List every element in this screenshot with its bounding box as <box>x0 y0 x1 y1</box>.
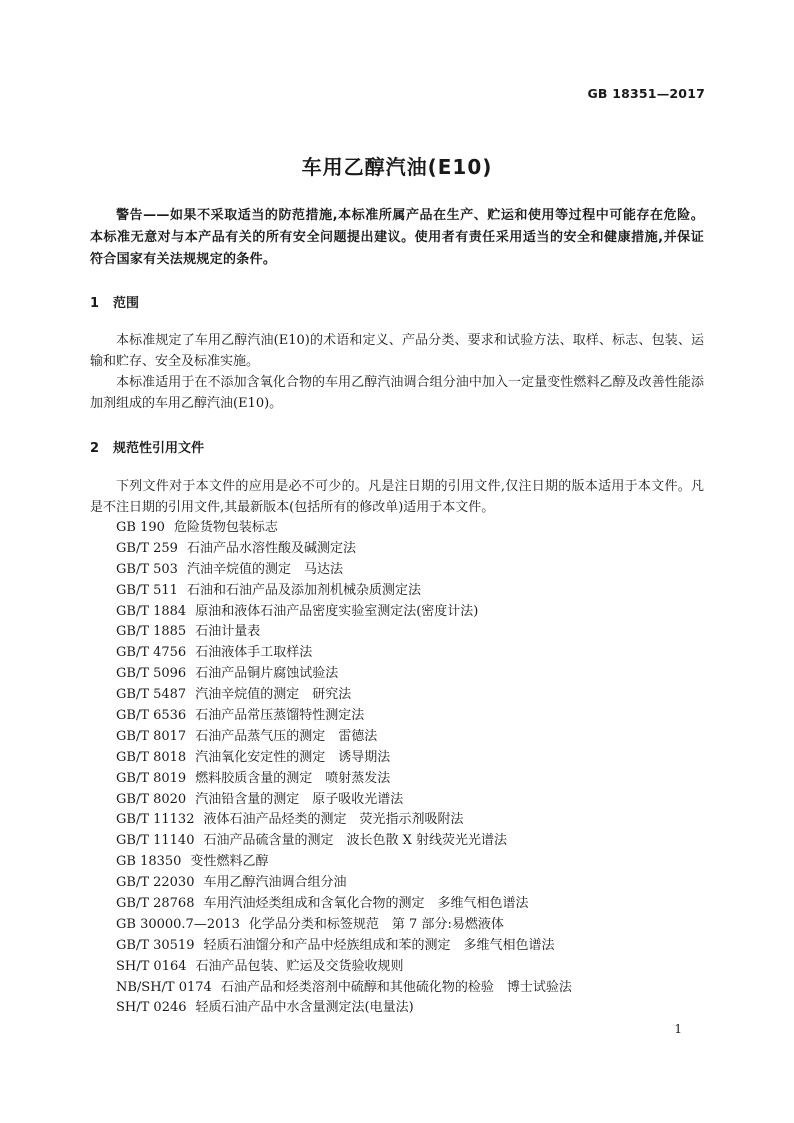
reference-title: 石油计量表 <box>195 624 261 640</box>
reference-title: 石油产品常压蒸馏特性测定法 <box>195 708 365 724</box>
reference-item <box>116 873 706 894</box>
section-number: 2 <box>90 441 100 456</box>
reference-title: 汽油辛烷值的测定 马达法 <box>186 561 343 577</box>
section-number: 1 <box>90 296 100 311</box>
reference-code: GB 30000.7—2013 <box>116 916 240 932</box>
reference-code: GB/T 4756 <box>116 645 187 661</box>
reference-code: GB/T 5487 <box>116 687 187 703</box>
reference-item <box>116 957 706 978</box>
reference-code: GB/T 259 <box>116 540 178 556</box>
reference-title: 轻质石油馏分和产品中烃族组成和苯的测定 多维气相色谱法 <box>203 937 555 953</box>
reference-code: GB/T 11140 <box>116 833 195 849</box>
reference-title: 汽油辛烷值的测定 研究法 <box>195 687 352 703</box>
reference-item <box>116 831 706 852</box>
reference-list <box>116 518 706 1019</box>
reference-item <box>116 727 706 748</box>
reference-code: GB/T 1884 <box>116 603 187 619</box>
reference-item <box>116 706 706 727</box>
reference-item <box>116 539 706 560</box>
reference-code: GB/T 8017 <box>116 728 187 744</box>
reference-title: 危险货物包装标志 <box>173 520 278 535</box>
reference-code: GB/T 8020 <box>116 791 187 807</box>
reference-item <box>116 978 706 999</box>
reference-title: 石油产品铜片腐蚀试验法 <box>195 666 339 682</box>
reference-title: 车用乙醇汽油调合组分油 <box>203 875 347 891</box>
section-title: 范围 <box>113 296 140 311</box>
reference-title: 石油产品和烃类溶剂中硫醇和其他硫化物的检验 博士试验法 <box>220 979 572 995</box>
reference-code: GB/T 8018 <box>116 749 187 765</box>
reference-item <box>116 810 706 831</box>
reference-code: GB/T 8019 <box>116 770 187 786</box>
reference-item <box>116 602 706 623</box>
reference-title: 轻质石油产品中水含量测定法(电量法) <box>195 1000 414 1016</box>
reference-title: 汽油氧化安定性的测定 诱导期法 <box>195 749 391 765</box>
reference-code: GB/T 11132 <box>116 812 195 828</box>
reference-title: 石油产品蒸气压的测定 雷德法 <box>195 728 378 744</box>
reference-item <box>116 936 706 957</box>
reference-item <box>116 852 706 873</box>
reference-item <box>116 790 706 811</box>
reference-code: GB/T 511 <box>116 582 178 598</box>
reference-code: GB/T 6536 <box>116 708 187 724</box>
reference-code: GB/T 503 <box>116 561 178 577</box>
scope-paragraph-1: 本标准规定了车用乙醇汽油(E10)的术语和定义、产品分类、要求和试验方法、取样、标志、包装、运输和贮存、安全及标准实施。 <box>90 333 704 369</box>
reference-title: 石油产品硫含量的测定 波长色散 X 射线荧光光谱法 <box>203 833 508 849</box>
reference-title: 液体石油产品烃类的测定 荧光指示剂吸附法 <box>203 812 464 828</box>
reference-item <box>116 915 706 936</box>
reference-code: GB 18350 <box>116 854 182 870</box>
reference-code: GB/T 1885 <box>116 624 187 640</box>
reference-title: 变性燃料乙醇 <box>190 854 269 870</box>
reference-item <box>116 894 706 915</box>
reference-title: 车用汽油烃类组成和含氧化合物的测定 多维气相色谱法 <box>203 896 529 912</box>
document-title: 车用乙醇汽油(E10) <box>301 155 493 179</box>
reference-title: 石油产品水溶性酸及碱测定法 <box>186 540 356 556</box>
warning-notice: 警告——如果不采取适当的防范措施,本标准所属产品在生产、贮运和使用等过程中可能存在危险。本标准无意对与本产品有关的所有安全问题提出建议。使用者有责任采用适当的安全和健康措施,并保证符合国家有关法规规定的条件。 <box>90 208 704 267</box>
section-heading-normative-references <box>90 437 204 456</box>
reference-code: GB/T 22030 <box>116 875 195 891</box>
section-title: 规范性引用文件 <box>113 441 205 456</box>
reference-code: SH/T 0164 <box>116 958 187 974</box>
references-intro-paragraph: 下列文件对于本文件的应用是必不可少的。凡是注日期的引用文件,仅注日期的版本适用于本文件。凡是不注日期的引用文件,其最新版本(包括所有的修改单)适用于本文件。 <box>90 479 704 515</box>
reference-code: NB/SH/T 0174 <box>116 979 212 995</box>
reference-item <box>116 769 706 790</box>
reference-item <box>116 998 706 1019</box>
reference-title: 汽油铅含量的测定 原子吸收光谱法 <box>195 791 404 807</box>
page-number: 1 <box>674 1022 682 1036</box>
reference-item <box>116 643 706 664</box>
reference-item <box>116 581 706 602</box>
reference-item <box>116 622 706 643</box>
reference-code: GB/T 30519 <box>116 937 195 953</box>
reference-code: GB/T 28768 <box>116 896 195 912</box>
reference-title: 化学品分类和标签规范 第 7 部分:易燃液体 <box>248 916 504 932</box>
reference-item <box>116 664 706 685</box>
reference-item <box>116 685 706 706</box>
standard-code: GB 18351—2017 <box>587 86 705 101</box>
reference-code: GB 190 <box>116 520 165 535</box>
reference-title: 石油和石油产品及添加剂机械杂质测定法 <box>186 582 421 598</box>
reference-item <box>116 748 706 769</box>
section-heading-scope <box>90 292 139 311</box>
reference-title: 原油和液体石油产品密度实验室测定法(密度计法) <box>195 603 479 619</box>
reference-title: 石油液体手工取样法 <box>195 645 313 661</box>
reference-item <box>116 518 706 539</box>
reference-code: GB/T 5096 <box>116 666 187 682</box>
scope-paragraph-2: 本标准适用于在不添加含氧化合物的车用乙醇汽油调合组分油中加入一定量变性燃料乙醇及改善性能添加剂组成的车用乙醇汽油(E10)。 <box>90 375 704 411</box>
reference-item <box>116 560 706 581</box>
reference-title: 石油产品包装、贮运及交货验收规则 <box>195 958 404 974</box>
reference-code: SH/T 0246 <box>116 1000 187 1016</box>
reference-title: 燃料胶质含量的测定 喷射蒸发法 <box>195 770 391 786</box>
